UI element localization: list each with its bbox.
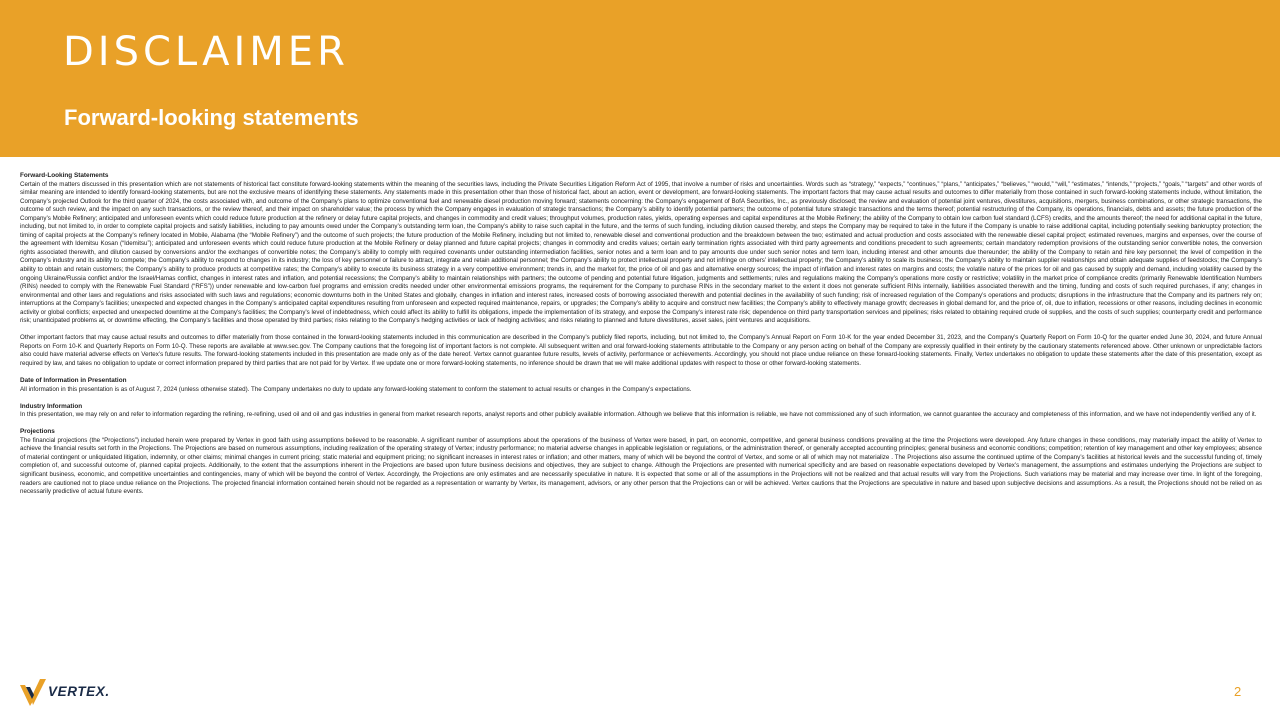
section-paragraph: Certain of the matters discussed in this presentation which are not statements of historical fact constitute forward-looking statements within the meaning of the securities laws, including the Private Securities Litigation Reform Act of 1995, that involve a number of risks and uncertainties. Words such as “strategy,” “expects,” “continues,” “plans,” “anticipates,” “believes,” “would,” “will,” “estimates,” “intends,” “projects,” “goals,” “targets” and other words of similar meaning are intended to identify forward-looking statements, but are not the exclusive means of identifying these statements. Any statements made in this presentation other than those of historical fact, about an action, event or development, are forward-looking statements. The important factors that may cause actual results and outcomes to differ materially from those contained in such forward-looking statements include, without limitation, the Company’s projected Outlook for the third quarter of 2024, the costs associated with, and outcome of the Company’s plans to optimize conventional fuel and renewable diesel production moving forward; statements concerning: the Company’s engagement of BofA Securities, Inc., as previously disclosed; the review and evaluation of potential joint ventures, divestitures, acquisitions, mergers, business combinations, or other strategic transactions, the outcome of such review, and the impact on any such transactions, or the review thereof, and their impact on shareholder value; the process by which the Company engages in evaluation of strategic transactions; the Company’s ability to identify potential partners; the outcome of potential future strategic transactions and the terms thereof; potential restructuring of the Company, its operations, financials, debts and assets; the future production of the Company’s Mobile Refinery; anticipated and unforeseen events which could reduce future production at the refinery or delay future capital projects, and changes in commodity and credit values; throughput volumes, production rates, yields, operating expenses and capital expenditures at the Mobile Refinery; the ability of the Company to obtain low carbon fuel standard (LCFS) credits, and the amounts thereof; the need for additional capital in the future, including, but not limited to, in order to complete capital projects and satisfy liabilities, including to pay amounts owed under the Company’s outstanding term loan, the Company’s ability to raise such capital in the future, and the terms of such funding, including dilution caused thereby, and steps the Company may be required to take in the future if the Company is unable to raise additional capital, including potentially seeking bankruptcy protection; the timing of capital projects at the Company’s refinery located in Mobile, Alabama (the “Mobile Refinery”) and the outcome of such projects; the future production of the Mobile Refinery, including but not limited to, renewable diesel and conventional production and the breakdown between the two; estimated and actual production and costs associated with the renewable diesel capital project; estimated revenues, margins and expenses, over the course of the agreement with Idemitsu Kosan (“Idemitsu”); anticipated and unforeseen events which could reduce future production at the Mobile Refinery or delay planned and future capital projects; changes in commodity and credits values; certain early termination rights associated with third party agreements and conditions precedent to such agreements; certain mandatory redemption provisions of the outstanding senior convertible notes, the conversion rights associated therewith, and dilution caused by conversions and/or the exchanges of convertible notes; the Company’s ability to comply with required covenants under outstanding intermediation facilities, senior notes and a term loan and to pay amounts due under such senior notes and term loan, including interest and other amounts due thereunder; the ability of the Company to retain and hire key personnel; the level of competition in the Company’s industry and its ability to compete; the Company’s ability to respond to changes in its industry; the loss of key personnel or failure to attract, integrate and retain additional personnel; the Company’s ability to protect intellectual property and not infringe on others’ intellectual property; the Company’s ability to scale its business; the Company’s ability to maintain supplier relationships and obtain adequate supplies of feedstocks; the Company’s ability to obtain and retain customers; the Company’s ability to produce products at competitive rates; the Company’s ability to execute its business strategy in a very competitive environment; trends in, and the market for, the price of oil and gas and alternative energy sources; the impact of inflation and interest rates on margins and costs; the volatile nature of the prices for oil and gas caused by supply and demand, including volatility caused by the ongoing Ukraine/Russia conflict and/or the Israel/Hamas conflict, changes in interest rates and inflation, and potential recessions; the Company’s ability to maintain relationships with partners; the outcome of pending and potential future litigation, judgments and settlements; rules and regulations making the Company’s operations more costly or restrictive; volatility in the market price of compliance credits (primarily Renewable Identification Numbers (RINs) needed to comply with the Renewable Fuel Standard (“RFS”)) under renewable and low-carbon fuel programs and emission credits needed under other environmental emissions programs, the requirement for the Company to purchase RINs in the secondary market to the extent it does not generate sufficient RINs internally, liabilities associated therewith and the timing, funding and costs of such required purchases, if any; changes in environmental and other laws and regulations and risks associated with such laws and regulations; economic downturns both in the United States and globally, changes in inflation and interest rates, increased costs of borrowing associated therewith and potential declines in the availability of such funding; risk of increased regulation of the Company’s operations and products; disruptions in the infrastructure that the Company and its partners rely on; interruptions at the Company’s facilities; unexpected and expected changes in the Company’s anticipated capital expenditures resulting from unforeseen and expected required maintenance, repairs, or upgrades; the Company’s ability to acquire and construct new facilities; the Company’s ability to effectively manage growth; decreases in global demand for, and the price of, oil, due to inflation, recessions or other reasons, including declines in economic activity or global conflicts; expected and unexpected downtime at the Company’s facilities; the Company’s level of indebtedness, which could affect its ability to fulfill its obligations, impede the implementation of its strategy, and expose the Company’s interest rate risk; dependence on third party transportation services and pipelines; risks related to obtaining required crude oil supplies, and the costs of such supplies; counterparty credit and performance risk; unanticipated problems at, or downtime effecting, the Company’s facilities and those operated by third parties; risks relating to the Company’s hedging activities or lack of hedging activities; and risks relating to planned and future divestitures, asset sales, joint ventures and acquisitions.	[20, 180, 1262, 325]
vertex-logo	[20, 676, 110, 706]
page-subtitle: Forward-looking statements	[64, 105, 359, 130]
disclaimer-body	[20, 172, 1262, 662]
header-banner	[0, 0, 1280, 157]
section-paragraph: Other important factors that may cause actual results and outcomes to differ materially from those contained in the forward-looking statements included in this communication are described in the Company’s publicly filed reports, including, but not limited to, the Company’s Annual Report on Form 10-K for the year ended December 31, 2023, and the Company’s Quarterly Report on Form 10-Q for the quarter ended June 30, 2024, and future Annual Reports on Form 10-K and Quarterly Reports on Form 10-Q. These reports are available at www.sec.gov. The Company cautions that the foregoing list of important factors is not complete. All subsequent written and oral forward-looking statements attributable to the Company or any person acting on behalf of the Company are expressly qualified in their entirety by the cautionary statements referenced above. Other unknown or unpredictable factors also could have material adverse effects on Vertex’s future results. The forward-looking statements included in this presentation are made only as of the date hereof. Vertex cannot guarantee future results, levels of activity, performance or achievements. Accordingly, you should not place undue reliance on these forward-looking statements. Finally, Vertex undertakes no obligation to update these statements after the date of this presentation, except as required by law, and takes no obligation to update or correct information prepared by third parties that are not paid for by Vertex. If we update one or more forward-looking statements, no inference should be drawn that we will make additional updates with respect to those or other forward-looking statements.	[20, 334, 1262, 367]
section-heading-industry-information: Industry Information	[20, 402, 83, 410]
logo-wordmark: VERTEX.	[48, 683, 110, 699]
section-paragraph: All information in this presentation is as of August 7, 2024 (unless otherwise stated). The Company undertakes no duty to update any forward-looking statement to conform the statement to actual results or changes in the Company’s expectations.	[20, 385, 692, 393]
page-number: 2	[1234, 684, 1242, 699]
section-heading-date-of-information: Date of Information in Presentation	[20, 377, 127, 385]
page-title: DISCLAIMER	[63, 29, 349, 75]
section-heading-projections: Projections	[20, 428, 55, 436]
vertex-logo-mark-icon	[20, 676, 46, 706]
section-heading-forward-looking: Forward-Looking Statements	[20, 172, 109, 179]
section-paragraph: In this presentation, we may rely on and refer to information regarding the refining, re-refining, used oil and oil and gas industries in general from market research reports, analyst reports and other publicly available information. Although we believe that this information is reliable, we have not commissioned any of such information, we cannot guarantee the accuracy and completeness of this information, and we have not independently verified any of it.	[20, 411, 1257, 419]
section-paragraph: The financial projections (the “Projections”) included herein were prepared by Vertex in good faith using assumptions believed to be reasonable. A significant number of assumptions about the operations of the business of Vertex were based, in part, on economic, competitive, and general business conditions prevailing at the time the Projections were developed. Any future changes in these conditions, may materially impact the ability of Vertex to achieve the financial results set forth in the Projections. The Projections are based on numerous assumptions, including realization of the operating strategy of Vertex; industry performance; no material adverse changes in applicable legislation or regulations, or the administration thereof, or generally accepted accounting principles; general business and economic conditions; competition; retention of key management and other key employees; absence of material contingent or unliquidated litigation, indemnity, or other claims; minimal changes in current pricing; static material and equipment pricing; no significant increases in interest rates or inflation; and other matters, many of which will be beyond the control of Vertex, and some or all of which may not materialize . The Projections also assume the continued uptime of the Company’s facilities at historical levels and the successful funding of, timely completion of, and successful outcome of, planned capital projects. Additionally, to the extent that the assumptions inherent in the Projections are based upon future business decisions and objectives, they are subject to change. Although the Projections are presented with numerical specificity and are based on reasonable expectations developed by Vertex’s management, the assumptions and estimates underlying the Projections are subject to significant business, economic, and competitive uncertainties and contingencies, many of which will be beyond the control of Vertex. Accordingly, the Projections are only estimates and are necessarily speculative in nature. It is expected that some or all of the assumptions in the Projections will not be realized and that actual results will vary from the Projections. Such variations may be material and may increase over time. In light of the foregoing, readers are cautioned not to place undue reliance on the Projections. The projected financial information contained herein should not be regarded as a representation or warranty by Vertex, its management, advisors, or any other person that the Projections can or will be achieved. Vertex cautions that the Projections are speculative in nature and based upon subjective decisions and assumptions. As a result, the Projections should not be relied on as necessarily predictive of actual future events.	[20, 436, 1262, 496]
